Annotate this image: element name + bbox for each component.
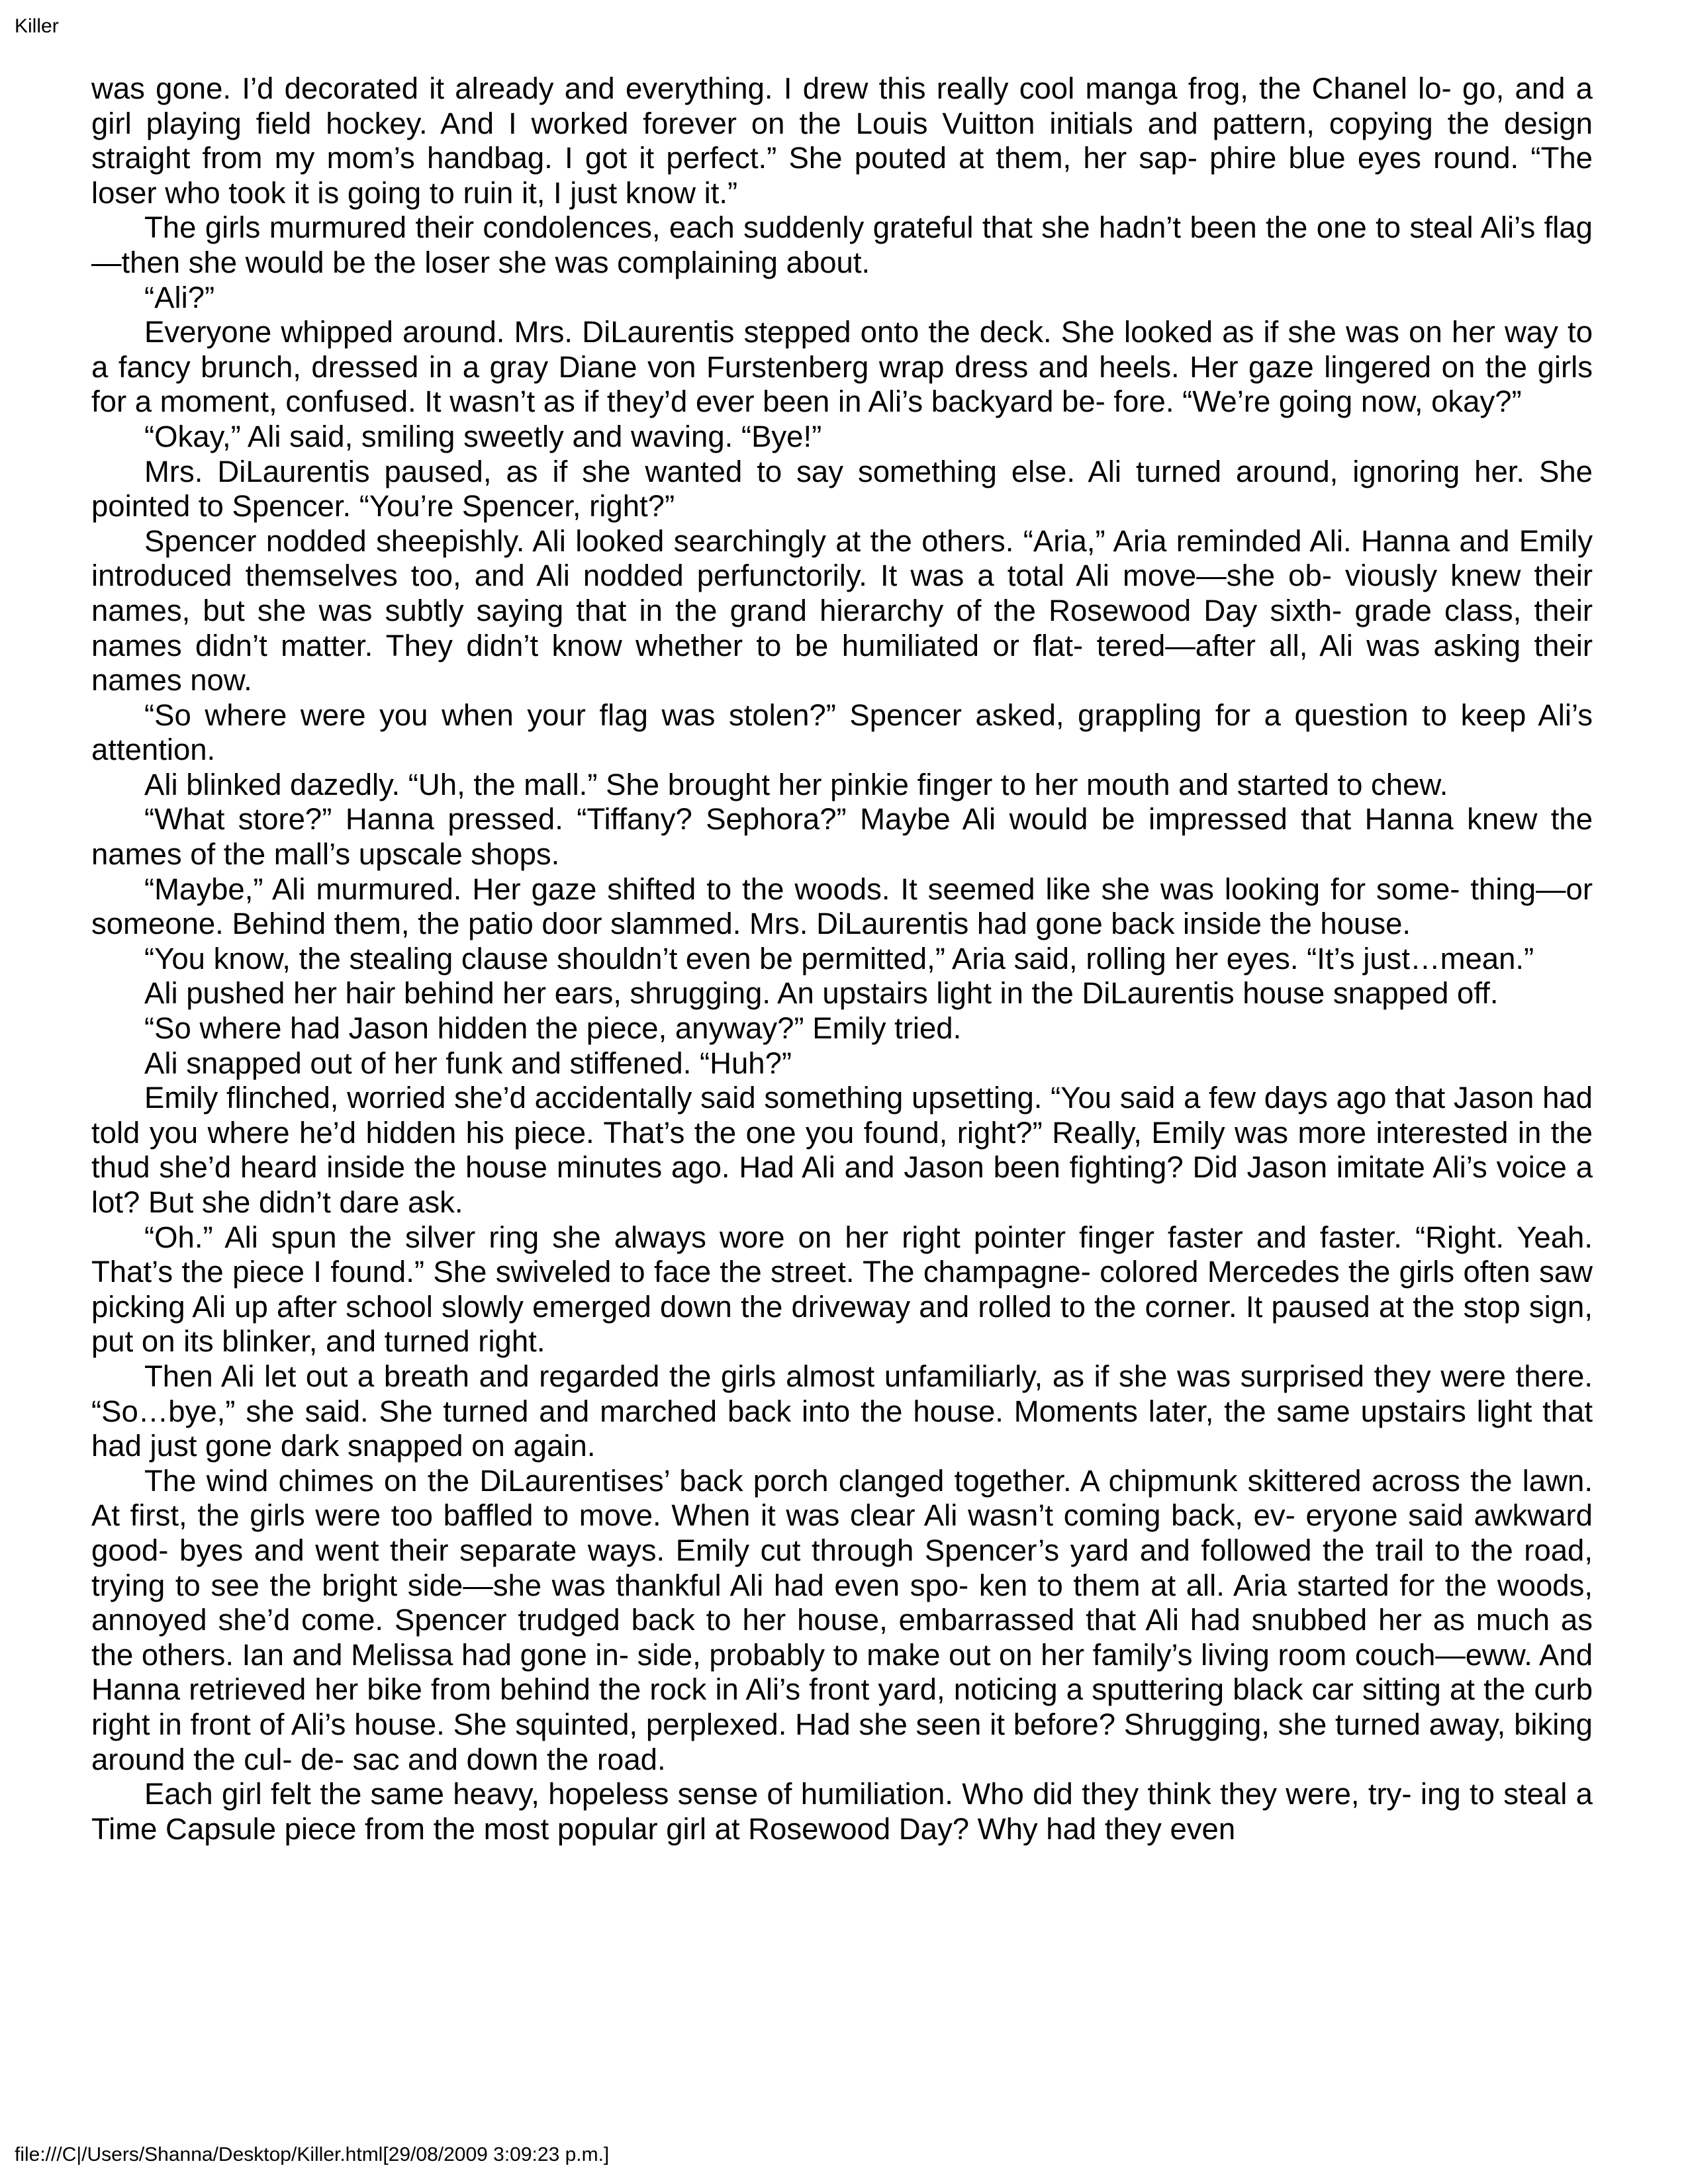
paragraph: “Okay,” Ali said, smiling sweetly and waving. “Bye!” xyxy=(144,419,822,453)
paragraph: The girls murmured their condolences, each suddenly grateful that she hadn’t been the one to steal Ali’s flag—then she would be the loser she was complaining about. xyxy=(91,210,1593,279)
paragraph: was gone. I’d decorated it already and everything. I drew this really cool manga frog, the Chanel lo- go, and a girl playing field hockey. And I worked forever on the Louis Vuitton initials and pattern, copying the design straight from my mom’s handbag. I got it perfect.” She pouted at them, her sap- phire blue eyes round. “The loser who took it is going to ruin it, I just know it.” xyxy=(91,71,1593,210)
paragraph: Ali blinked dazedly. “Uh, the mall.” She brought her pinkie finger to her mouth and started to chew. xyxy=(144,767,1448,801)
paragraph: Spencer nodded sheepishly. Ali looked searchingly at the others. “Aria,” Aria reminded Ali. Hanna and Emily introduced themselves too, and Ali nodded perfunctorily. It was a total Ali move—she ob- viously knew their names, but she was subtly saying that in the grand hierarchy of the Rosewood Day sixth- grade class, their names didn’t matter. They didn’t know whether to be humiliated or flat- tered—after all, Ali was asking their names now. xyxy=(91,523,1593,698)
paragraph: Ali snapped out of her funk and stiffened. “Huh?” xyxy=(144,1046,792,1080)
paragraph: Everyone whipped around. Mrs. DiLaurentis stepped onto the deck. She looked as if she was on her way to a fancy brunch, dressed in a gray Diane von Furstenberg wrap dress and heels. Her gaze lingered on the girls for a moment, confused. It wasn’t as if they’d ever been in Ali’s backyard be- fore. “We’re going now, okay?” xyxy=(91,315,1593,419)
paragraph: “Ali?” xyxy=(144,280,215,314)
paragraph: “What store?” Hanna pressed. “Tiffany? Sephora?” Maybe Ali would be impressed that Hanna knew the names of the mall’s upscale shops. xyxy=(91,802,1593,872)
paragraph: “So where had Jason hidden the piece, anyway?” Emily tried. xyxy=(144,1011,962,1046)
paragraph: Ali pushed her hair behind her ears, shrugging. An upstairs light in the DiLaurentis house snapped off. xyxy=(144,976,1499,1011)
book-text xyxy=(91,71,1593,1846)
paragraph: “So where were you when your flag was stolen?” Spencer asked, grappling for a question to keep Ali’s attention. xyxy=(91,698,1593,767)
paragraph: Mrs. DiLaurentis paused, as if she wanted to say something else. Ali turned around, ignoring her. She pointed to Spencer. “You’re Spencer, right?” xyxy=(91,454,1593,523)
paragraph: Each girl felt the same heavy, hopeless sense of humiliation. Who did they think they were, try- ing to steal a Time Capsule piece from the most popular girl at Rosewood Day? Why had they even xyxy=(91,1777,1593,1846)
paragraph: Then Ali let out a breath and regarded the girls almost unfamiliarly, as if she was surprised they were there. “So…bye,” she said. She turned and marched back into the house. Moments later, the same upstairs light that had just gone dark snapped on again. xyxy=(91,1359,1593,1463)
paragraph: The wind chimes on the DiLaurentises’ back porch clanged together. A chipmunk skittered across the lawn. At first, the girls were too baffled to move. When it was clear Ali wasn’t coming back, ev- eryone said awkward good- byes and went their separate ways. Emily cut through Spencer’s yard and followed the trail to the road, trying to see the bright side—she was thankful Ali had even spo- ken to them at all. Aria started for the woods, annoyed she’d come. Spencer trudged back to her house, embarrassed that Ali had snubbed her as much as the others. Ian and Melissa had gone in- side, probably to make out on her family’s living room couch—eww. And Hanna retrieved her bike from behind the rock in Ali’s front yard, noticing a sputtering black car sitting at the curb right in front of Ali’s house. She squinted, perplexed. Had she seen it before? Shrugging, she turned away, biking around the cul- de- sac and down the road. xyxy=(91,1463,1593,1776)
paragraph: Emily flinched, worried she’d accidentally said something upsetting. “You said a few days ago that Jason had told you where he’d hidden his piece. That’s the one you found, right?” Really, Emily was more interested in the thud she’d heard inside the house minutes ago. Had Ali and Jason been fighting? Did Jason imitate Ali’s voice a lot? But she didn’t dare ask. xyxy=(91,1081,1593,1219)
file-path-footer: file:///C|/Users/Shanna/Desktop/Killer.html[29/08/2009 3:09:23 p.m.] xyxy=(15,2144,610,2165)
paragraph: “Oh.” Ali spun the silver ring she always wore on her right pointer finger faster and faster. “Right. Yeah. That’s the piece I found.” She swiveled to face the street. The champagne- colored Mercedes the girls often saw picking Ali up after school slowly emerged down the driveway and rolled to the corner. It paused at the stop sign, put on its blinker, and turned right. xyxy=(91,1220,1593,1359)
page-title: Killer xyxy=(15,15,59,37)
paragraph: “You know, the stealing clause shouldn’t even be permitted,” Aria said, rolling her eyes. “It’s just…mean.” xyxy=(144,941,1534,976)
paragraph: “Maybe,” Ali murmured. Her gaze shifted to the woods. It seemed like she was looking for some- thing—or someone. Behind them, the patio door slammed. Mrs. DiLaurentis had gone back inside the house. xyxy=(91,872,1593,941)
